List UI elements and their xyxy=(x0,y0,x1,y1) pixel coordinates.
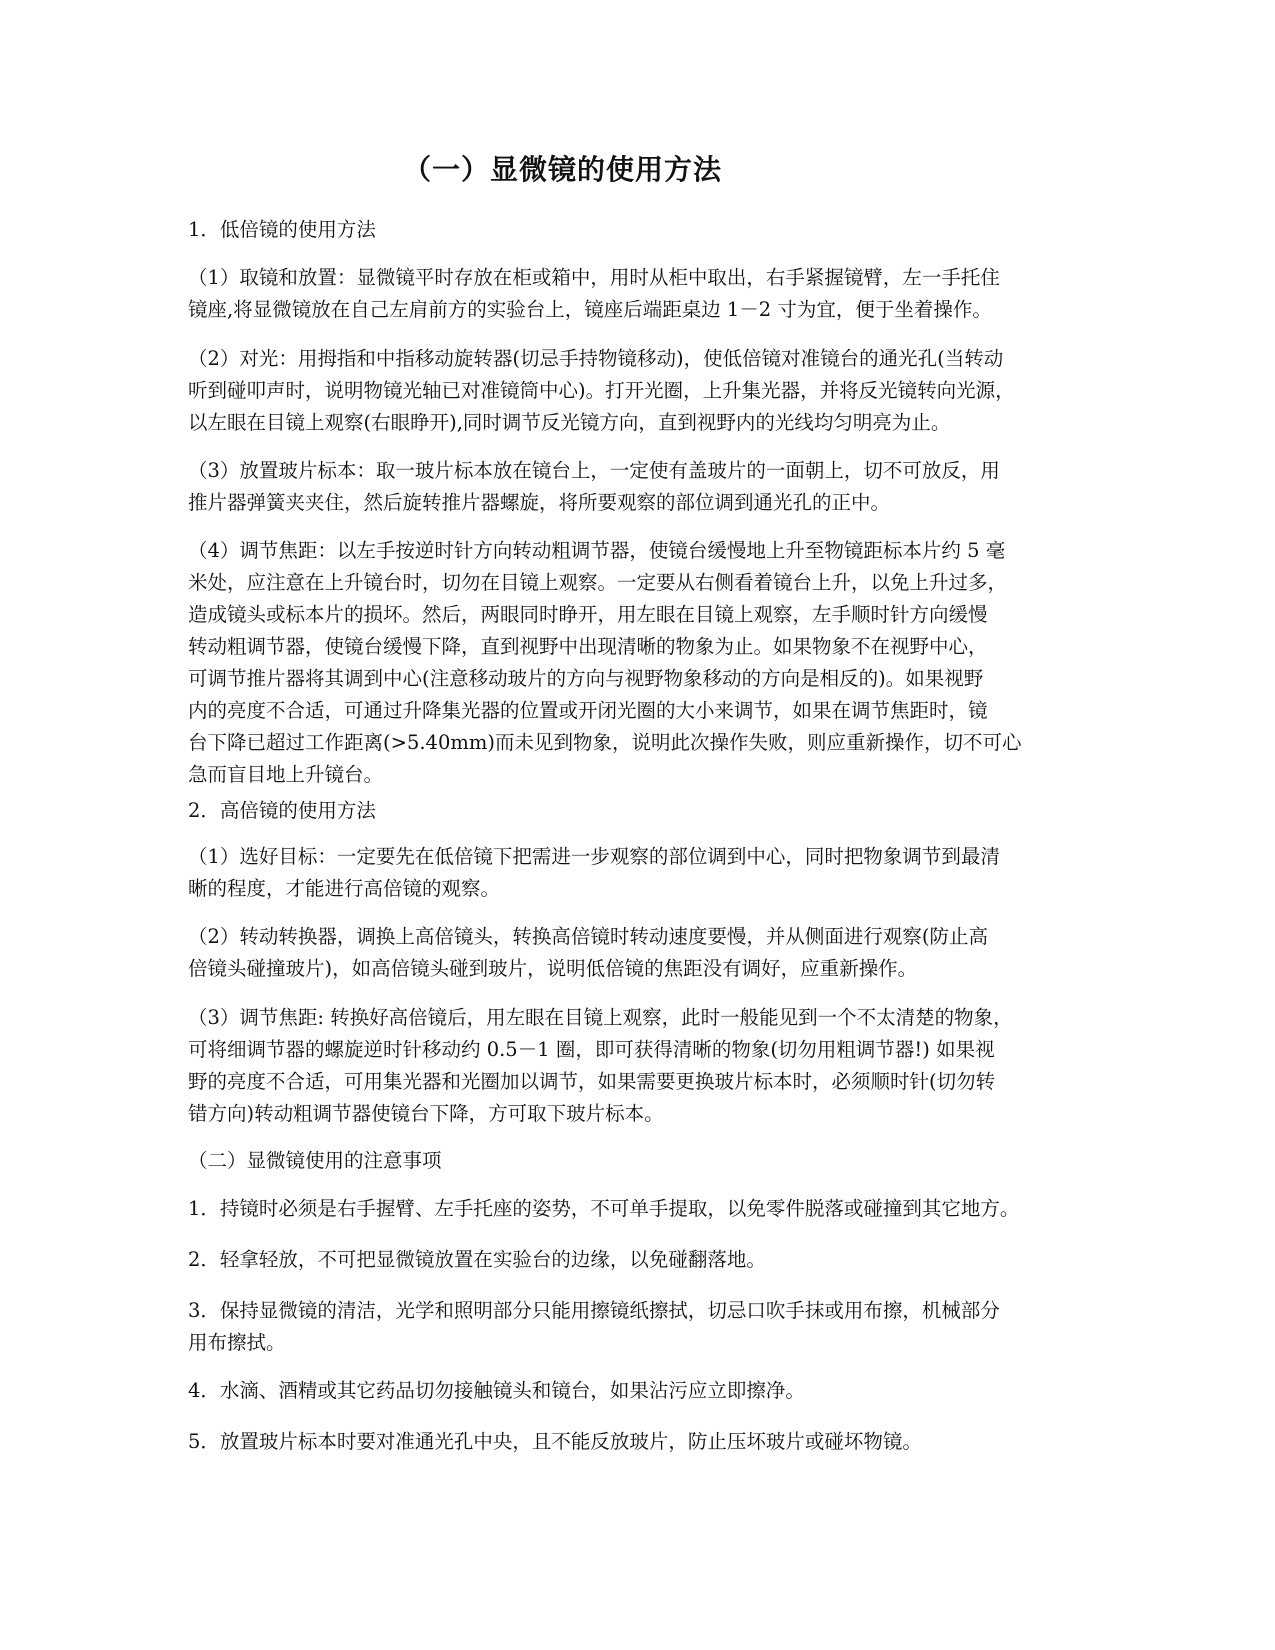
note-item-2 xyxy=(188,1244,1088,1276)
note-item-5 xyxy=(188,1426,1088,1458)
section-heading-high-power: 2．高倍镜的使用方法 xyxy=(188,799,376,822)
text-line: 以左眼在目镜上观察(右眼睁开),同时调节反光镜方向，直到视野内的光线均匀明亮为止。 xyxy=(188,411,951,434)
text-line: 推片器弹簧夹夹住，然后旋转推片器螺旋，将所要观察的部位调到通光孔的正中。 xyxy=(188,491,891,514)
text-line: 2．轻拿轻放，不可把显微镜放置在实验台的边缘，以免碰翻落地。 xyxy=(188,1248,766,1271)
text-line: 野的亮度不合适，可用集光器和光圈加以调节，如果需要更换玻片标本时，必须顺时针(切勿转 xyxy=(188,1070,996,1093)
note-item-3 xyxy=(188,1295,1088,1359)
text-line: （2）对光：用拇指和中指移动旋转器(切忌手持物镜移动)，使低倍镜对准镜台的通光孔(当转动 xyxy=(188,347,1004,370)
paragraph-light-alignment xyxy=(188,343,1088,439)
text-line: 米处，应注意在上升镜台时，切勿在目镜上观察。一定要从右侧看着镜台上升，以免上升过多， xyxy=(188,571,1008,594)
note-item-1 xyxy=(188,1193,1088,1225)
text-line: 听到碰叩声时，说明物镜光轴已对准镜筒中心)。打开光圈，上升集光器，并将反光镜转向光源， xyxy=(188,379,1015,402)
text-line: （2）转动转换器，调换上高倍镜头，转换高倍镜时转动速度要慢，并从侧面进行观察(防止高 xyxy=(188,925,989,948)
text-line: 镜座,将显微镜放在自己左肩前方的实验台上，镜座后端距桌边 1－2 寸为宜，便于坐着操作。 xyxy=(188,298,992,321)
text-line: 内的亮度不合适，可通过升降集光器的位置或开闭光圈的大小来调节，如果在调节焦距时，镜 xyxy=(188,699,988,722)
text-line: 台下降已超过工作距离(>5.40mm)而未见到物象，说明此次操作失败，则应重新操作，切不可心 xyxy=(188,731,1022,754)
text-line: 造成镜头或标本片的损坏。然后，两眼同时睁开，用左眼在目镜上观察，左手顺时针方向缓慢 xyxy=(188,603,988,626)
text-line: 晰的程度，才能进行高倍镜的观察。 xyxy=(188,877,501,900)
paragraph-rotate-converter xyxy=(188,921,1088,985)
section-heading-precautions: （二）显微镜使用的注意事项 xyxy=(188,1149,442,1172)
section-heading-low-power: 1．低倍镜的使用方法 xyxy=(188,218,376,241)
text-line: 可将细调节器的螺旋逆时针移动约 0.5－1 圈，即可获得清晰的物象(切勿用粗调节器!) 如果视 xyxy=(188,1038,995,1061)
text-line: （3）放置玻片标本：取一玻片标本放在镜台上，一定使有盖玻片的一面朝上，切不可放反，用 xyxy=(188,459,1000,482)
paragraph-fine-focus xyxy=(188,1002,1088,1130)
text-line: （1）取镜和放置：显微镜平时存放在柜或箱中，用时从柜中取出，右手紧握镜臂，左一手托住 xyxy=(188,266,1000,289)
text-line: 错方向)转动粗调节器使镜台下降，方可取下玻片标本。 xyxy=(188,1102,664,1125)
paragraph-slide-placement xyxy=(188,455,1088,519)
text-line: 5．放置玻片标本时要对准通光孔中央，且不能反放玻片，防止压坏玻片或碰坏物镜。 xyxy=(188,1430,922,1453)
text-line: （4）调节焦距：以左手按逆时针方向转动粗调节器，使镜台缓慢地上升至物镜距标本片约 5 毫 xyxy=(188,539,1006,562)
text-line: （1）选好目标：一定要先在低倍镜下把需进一步观察的部位调到中心，同时把物象调节到最清 xyxy=(188,845,1000,868)
text-line: 1．持镜时必须是右手握臂、左手托座的姿势，不可单手提取，以免零件脱落或碰撞到其它地方。 xyxy=(188,1197,1020,1220)
text-line: 转动粗调节器，使镜台缓慢下降，直到视野中出现清晰的物象为止。如果物象不在视野中心， xyxy=(188,635,988,658)
text-line: 3．保持显微镜的清洁，光学和照明部分只能用擦镜纸擦拭，切忌口吹手抹或用布擦，机械部分 xyxy=(188,1299,1000,1322)
text-line: 倍镜头碰撞玻片)，如高倍镜头碰到玻片，说明低倍镜的焦距没有调好，应重新操作。 xyxy=(188,957,918,980)
text-line: 可调节推片器将其调到中心(注意移动玻片的方向与视野物象移动的方向是相反的)。如果视野 xyxy=(188,667,984,690)
text-line: （3）调节焦距: 转换好高倍镜后，用左眼在目镜上观察，此时一般能见到一个不太清楚的物象， xyxy=(188,1006,1013,1029)
text-line: 4．水滴、酒精或其它药品切勿接触镜头和镜台，如果沾污应立即擦净。 xyxy=(188,1379,805,1402)
paragraph-focus-adjustment xyxy=(188,535,1088,791)
paragraph-placement xyxy=(188,262,1088,326)
paragraph-select-target xyxy=(188,841,1088,905)
note-item-4 xyxy=(188,1375,1088,1407)
text-line: 用布擦拭。 xyxy=(188,1331,286,1354)
page-title: （一）显微镜的使用方法 xyxy=(403,153,723,186)
text-line: 急而盲目地上升镜台。 xyxy=(188,763,384,786)
